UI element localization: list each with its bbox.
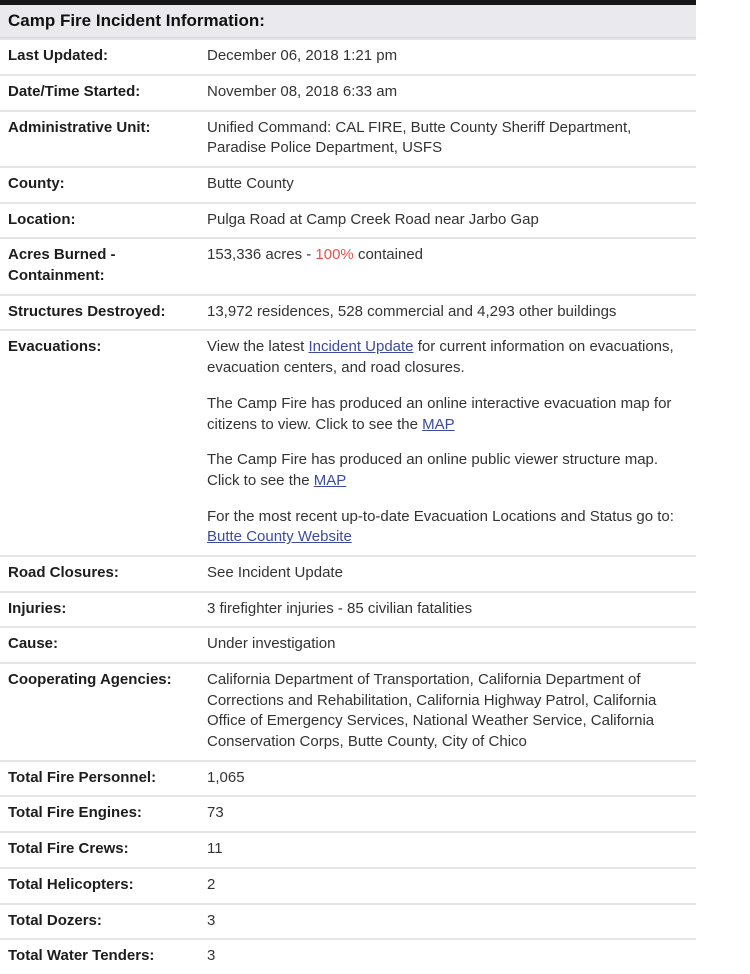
row-value: Unified Command: CAL FIRE, Butte County Sheriff Department, Paradise Police Department, USFS (207, 118, 632, 157)
row-value: Under investigation (207, 635, 336, 653)
paragraph-text: The Camp Fire has produced an online public viewer structure map. Click to see the (207, 451, 659, 489)
row-label: Total Fire Personnel: (8, 768, 157, 786)
row-label: Cooperating Agencies: (8, 671, 172, 688)
row-value: December 06, 2018 1:21 pm (207, 47, 398, 65)
row-label: Road Closures: (8, 563, 119, 581)
row-value: California Department of Transportation, California Department of Corrections and Rehabilitation, California Highway Patrol, California Office of Emergency Services, National Weather Service, California Conservation Corps, Butte County, City of Chico (207, 671, 657, 751)
structure-map-link[interactable]: MAP (313, 471, 347, 489)
row-value: 2 (207, 875, 216, 893)
row-label: Cause: (8, 635, 59, 653)
evacuations-paragraph (207, 337, 684, 378)
acres-text: 153,336 acres - (207, 246, 316, 264)
row-total-water-tenders (0, 938, 696, 974)
row-county (0, 166, 696, 202)
paragraph-text: for current information on evacuations, evacuation centers, and road closures. (207, 338, 674, 377)
row-total-fire-personnel (0, 760, 696, 796)
row-acres-burned-containment (0, 237, 696, 293)
row-label: Total Dozers: (8, 911, 102, 929)
row-total-helicopters (0, 867, 696, 903)
row-evacuations (0, 329, 696, 555)
row-administrative-unit (0, 110, 696, 166)
row-value: November 08, 2018 6:33 am (207, 82, 398, 100)
row-label: Evacuations: (8, 338, 102, 356)
row-last-updated (0, 38, 696, 74)
row-injuries (0, 591, 696, 627)
row-structures-destroyed (0, 294, 696, 330)
row-total-fire-crews (0, 831, 696, 867)
row-value (207, 337, 696, 548)
row-value: Pulga Road at Camp Creek Road near Jarbo Gap (207, 210, 539, 228)
page-title: Camp Fire Incident Information: (0, 5, 696, 38)
row-location (0, 202, 696, 238)
row-cooperating-agencies (0, 662, 696, 760)
row-value: See Incident Update (207, 563, 343, 581)
row-total-dozers (0, 903, 696, 939)
paragraph-text: View the latest (207, 338, 309, 356)
evacuations-paragraph (207, 394, 684, 435)
row-date-time-started (0, 74, 696, 110)
row-label: Date/Time Started: (8, 82, 141, 100)
row-label: Total Helicopters: (8, 875, 134, 893)
row-label: Total Fire Crews: (8, 840, 129, 858)
row-label: Location: (8, 210, 76, 228)
row-label: Total Water Tenders: (8, 947, 155, 965)
butte-county-website-link[interactable]: Butte County Website (207, 528, 352, 546)
incident-update-link[interactable]: Incident Update (308, 338, 414, 356)
evacuation-map-link[interactable]: MAP (422, 415, 455, 433)
paragraph-text: For the most recent up-to-date Evacuation Locations and Status go to: (207, 507, 674, 525)
row-label: County: (8, 175, 65, 192)
contained-text: contained (353, 246, 424, 264)
paragraph-text: The Camp Fire has produced an online interactive evacuation map for citizens to view. Click to see the (207, 394, 672, 433)
evacuations-paragraph (207, 450, 684, 491)
row-total-fire-engines (0, 795, 696, 831)
row-label: Total Fire Engines: (8, 804, 142, 822)
row-value: 13,972 residences, 528 commercial and 4,293 other buildings (207, 302, 617, 320)
row-label: Structures Destroyed: (8, 302, 166, 320)
evacuations-paragraph (207, 507, 684, 548)
row-value: 3 (207, 947, 216, 965)
row-value: 3 firefighter injuries - 85 civilian fatalities (207, 599, 473, 617)
row-value: 73 (207, 804, 224, 822)
row-label: Administrative Unit: (8, 118, 151, 136)
row-road-closures (0, 555, 696, 591)
containment-percent: 100% (315, 246, 354, 264)
row-value: 1,065 (207, 768, 245, 786)
row-label: Acres Burned - Containment: (8, 246, 116, 285)
row-value: Butte County (207, 175, 294, 192)
row-value (207, 245, 696, 266)
row-label: Injuries: (8, 599, 67, 617)
row-value: 11 (207, 840, 223, 858)
row-cause (0, 626, 696, 662)
row-label: Last Updated: (8, 47, 109, 65)
row-value: 3 (207, 911, 216, 929)
